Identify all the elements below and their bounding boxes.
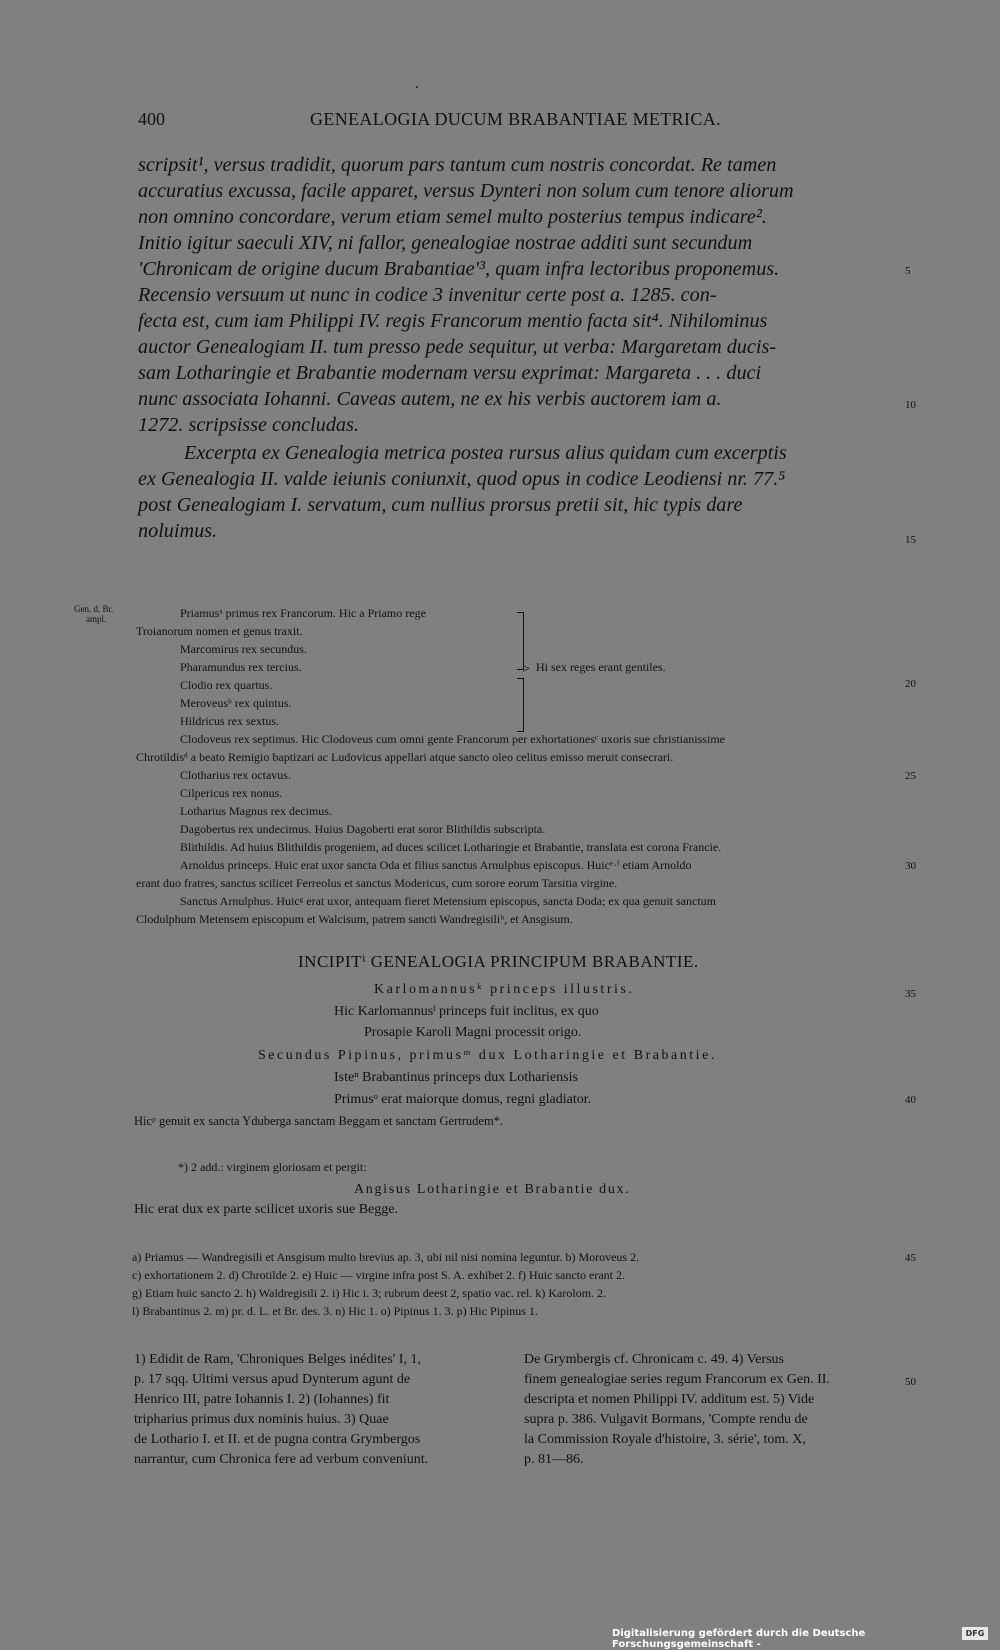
- intro-line: 1272. scripsisse concludas.: [138, 414, 359, 436]
- line-number: 15: [905, 534, 916, 546]
- line-number: 35: [905, 988, 916, 1000]
- footnote-line: p. 81—86.: [524, 1452, 584, 1467]
- margin-note-line: ampl.: [86, 614, 107, 624]
- list-item: Meroveusᵇ rex quintus.: [180, 696, 292, 710]
- footnote-line: p. 17 sqq. Ultimi versus apud Dynterum agunt de: [134, 1372, 411, 1387]
- intro-line: scripsit¹, versus tradidit, quorum pars tantum cum nostris concordat. Re tamen: [138, 154, 777, 176]
- list-item: Priamusᵃ primus rex Francorum. Hic a Priamo rege: [180, 606, 426, 620]
- list-item: Clodio rex quartus.: [180, 678, 273, 692]
- scan-speck: [416, 86, 418, 88]
- footnote-line: Henrico III, patre Iohannis I. 2) (Iohannes) fit: [134, 1392, 390, 1407]
- list-item: Dagobertus rex undecimus. Huius Dagoberti erat soror Blithildis subscripta.: [180, 822, 546, 836]
- list-item: Hildricus rex sextus.: [180, 714, 279, 728]
- margin-note: [74, 604, 113, 624]
- list-item: Lotharius Magnus rex decimus.: [180, 804, 332, 818]
- line-number: 25: [905, 770, 916, 782]
- line-number: 45: [905, 1252, 916, 1264]
- verse-line: Hicᵖ genuit ex sancta Yduberga sanctam Beggam et sanctam Gertrudem*.: [134, 1114, 504, 1128]
- list-item: Blithildis. Ad huius Blithildis progeniem, ad duces scilicet Lotharingie et Brabantie, translata est corona Francie.: [180, 840, 722, 854]
- intro-line: non omnino concordare, verum etiam semel multo posterius tempus indicare².: [138, 206, 767, 228]
- line-number: 20: [905, 678, 916, 690]
- list-item: Clodulphum Metensem episcopum et Walcisum, patrem sancti Wandregisiliʰ, et Ansgisum.: [136, 912, 573, 926]
- intro-line: noluimus.: [138, 520, 218, 542]
- footnote-line: narrantur, cum Chronica fere ad verbum conveniunt.: [134, 1452, 429, 1467]
- line-number: 5: [905, 265, 911, 277]
- footnote-line: tripharius primus dux nominis huius. 3) Quae: [134, 1412, 389, 1427]
- list-item: Marcomirus rex secundus.: [180, 642, 307, 656]
- intro-line: nunc associata Iohanni. Caveas autem, ne ex his verbis auctorem iam a.: [138, 388, 722, 410]
- intro-line: sam Lotharingie et Brabantie modernam versu exprimat: Margareta . . . duci: [138, 362, 762, 384]
- list-item: Pharamundus rex tercius.: [180, 660, 302, 674]
- verse-line: Prosapie Karoli Magni processit origo.: [364, 1025, 582, 1040]
- footnote-line: supra p. 386. Vulgavit Bormans, 'Compte rendu de: [524, 1412, 808, 1427]
- margin-note-line: Gen. d. Br.: [74, 604, 114, 614]
- footnote-line: De Grymbergis cf. Chronicam c. 49. 4) Versus: [524, 1352, 784, 1367]
- intro-line: Excerpta ex Genealogia metrica postea rursus alius quidam cum excerptis: [184, 442, 787, 464]
- brace-lower: [517, 678, 524, 732]
- brace-text: Hi sex reges erant gentiles.: [536, 660, 666, 674]
- funding-credit: Digitalisierung gefördert durch die Deutsche Forschungsgemeinschaft -: [612, 1628, 866, 1650]
- intro-line: fecta est, cum iam Philippi IV. regis Francorum mentio facta sit⁴. Nihilominus: [138, 310, 768, 332]
- list-item: Chrotildisᵈ a beato Remigio baptizari ac Ludovicus appellari atque sancto oleo celitus emisso meruit consecrari.: [136, 750, 674, 764]
- list-item: Cilpericus rex nonus.: [180, 786, 283, 800]
- footnote-line: de Lothario I. et II. et de pugna contra Grymbergos: [134, 1432, 421, 1447]
- star-note-line: Angisus Lotharingie et Brabantie dux.: [354, 1182, 631, 1197]
- intro-line: accuratius excussa, facile apparet, versus Dynteri non solum cum tenore aliorum: [138, 180, 794, 202]
- star-note-line: *) 2 add.: virginem gloriosam et pergit:: [178, 1160, 367, 1174]
- verse-line: Isteⁿ Brabantinus princeps dux Lothariensis: [334, 1070, 578, 1085]
- list-item: Arnoldus princeps. Huic erat uxor sancta Oda et filius sanctus Arnulphus episcopus. Huicᵉ·ᶠ etiam Arnoldo: [180, 858, 692, 872]
- dfg-logo: DFG: [962, 1627, 988, 1640]
- note-line: l) Brabantinus 2. m) pr. d. L. et Br. des. 3. n) Hic 1. o) Pipinus 1. 3. p) Hic Pipinus 1.: [132, 1304, 538, 1318]
- list-item: Sanctus Arnulphus. Huicᵍ erat uxor, antequam fieret Metensium episcopus, sancta Doda; ex qua genuit sanctum: [180, 894, 716, 908]
- note-line: a) Priamus — Wandregisili et Ansgisum multo brevius ap. 3, ubi nil nisi nomina leguntur. b) Moroveus 2.: [132, 1250, 640, 1264]
- footnote-line: la Commission Royale d'histoire, 3. série', tom. X,: [524, 1432, 806, 1447]
- intro-line: post Genealogiam I. servatum, cum nullius prorsus pretii sit, hic typis dare: [138, 494, 743, 516]
- footnote-line: 1) Edidit de Ram, 'Chroniques Belges inédites' I, 1,: [134, 1352, 421, 1367]
- footnote-line: finem genealogiae series regum Francorum ex Gen. II.: [524, 1372, 830, 1387]
- footnote-line: descripta et nomen Philippi IV. additum est. 5) Vide: [524, 1392, 815, 1407]
- intro-line: Initio igitur saeculi XIV, ni fallor, genealogiae nostrae additi sunt secundum: [138, 232, 753, 254]
- line-number: 50: [905, 1376, 916, 1388]
- line-number: 10: [905, 399, 916, 411]
- note-line: c) exhortationem 2. d) Chrotilde 2. e) Huic — virgine infra post S. A. exhibet 2. f) Huic sancto erant 2.: [132, 1268, 625, 1282]
- verse-line: Secundus Pipinus, primusᵐ dux Lotharingie et Brabantie.: [258, 1048, 717, 1063]
- list-item: Clodoveus rex septimus. Hic Clodoveus cum omni gente Francorum per exhortationesᶜ uxoris sue christianissime: [180, 732, 725, 746]
- intro-line: Recensio versuum ut nunc in codice 3 invenitur certe post a. 1285. con-: [138, 284, 717, 306]
- verse-line: Primusᵒ erat maiorque domus, regni gladiator.: [334, 1092, 592, 1107]
- line-number: 40: [905, 1094, 916, 1106]
- star-note-line: Hic erat dux ex parte scilicet uxoris sue Begge.: [134, 1202, 398, 1217]
- intro-line: auctor Genealogiam II. tum presso pede sequitur, ut verba: Margaretam ducis-: [138, 336, 777, 358]
- verse-line: Hic Karlomannusˡ princeps fuit inclitus, ex quo: [334, 1004, 599, 1019]
- list-item: Troianorum nomen et genus traxit.: [136, 624, 303, 638]
- list-item: Clotharius rex octavus.: [180, 768, 291, 782]
- section-title: INCIPITⁱ GENEALOGIA PRINCIPUM BRABANTIE.: [298, 952, 699, 971]
- note-line: g) Etiam huic sancto 2. h) Waldregisili 2. i) Hic i. 3; rubrum deest 2, spatio vac. rel. k) Karolom. 2.: [132, 1286, 607, 1300]
- page-number: 400: [138, 109, 165, 129]
- page-title: GENEALOGIA DUCUM BRABANTIAE METRICA.: [310, 109, 721, 129]
- verse-line: Karlomannusᵏ princeps illustris.: [374, 982, 635, 997]
- brace-point-icon: >: [522, 662, 530, 677]
- list-item: erant duo fratres, sanctus scilicet Ferreolus et sanctus Modericus, cum sorore eorum Tarsitia virgine.: [136, 876, 618, 890]
- intro-line: 'Chronicam de origine ducum Brabantiae'³, quam infra lectoribus proponemus.: [138, 258, 780, 280]
- line-number: 30: [905, 860, 916, 872]
- intro-line: ex Genealogia II. valde ieiunis coniunxit, quod opus in codice Leodiensi nr. 77.⁵: [138, 468, 786, 490]
